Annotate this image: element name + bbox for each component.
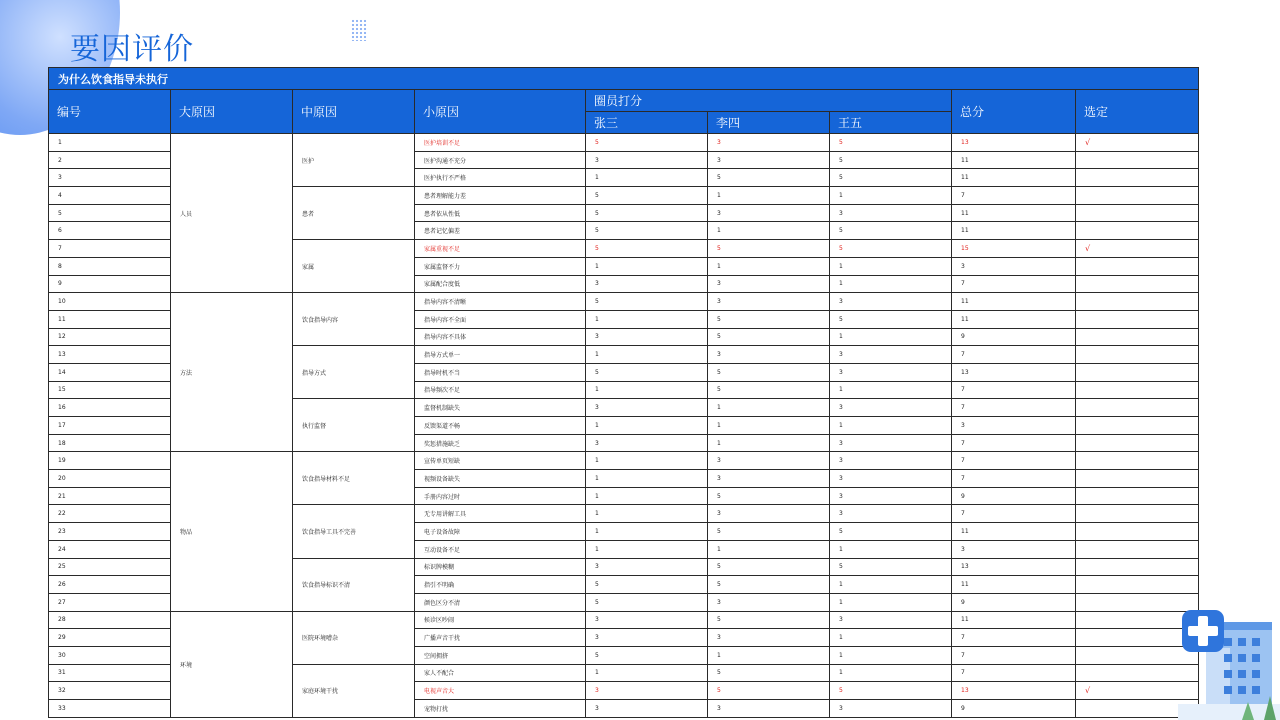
cell-selected	[1076, 310, 1199, 328]
column-header-member: 李四	[708, 112, 830, 134]
cell-score: 1	[586, 346, 708, 364]
cell-total: 3	[952, 540, 1076, 558]
cell-score: 1	[830, 646, 952, 664]
cell-score: 1	[708, 540, 830, 558]
cell-score: 5	[830, 558, 952, 576]
cell-id: 8	[49, 257, 171, 275]
cell-score: 1	[830, 664, 952, 682]
cell-score: 5	[830, 169, 952, 187]
cell-score: 1	[830, 328, 952, 346]
cell-minor-cause: 候诊区吵闹	[415, 611, 586, 629]
cell-minor-cause: 宠物打扰	[415, 700, 586, 718]
cell-total: 7	[952, 646, 1076, 664]
cell-minor-cause: 指导内容不具体	[415, 328, 586, 346]
cell-total: 7	[952, 470, 1076, 488]
cell-selected	[1076, 187, 1199, 205]
cell-score: 3	[708, 151, 830, 169]
cell-id: 18	[49, 434, 171, 452]
cell-score: 3	[708, 204, 830, 222]
cell-score: 1	[830, 187, 952, 205]
cell-total: 11	[952, 204, 1076, 222]
cell-id: 20	[49, 470, 171, 488]
page-title: 要因评价	[70, 32, 194, 67]
hospital-building-illustration	[1178, 600, 1280, 720]
cell-minor-cause: 广播声音干扰	[415, 629, 586, 647]
cell-minor-cause: 医护沟通不充分	[415, 151, 586, 169]
cell-total: 7	[952, 434, 1076, 452]
cell-total: 13	[952, 134, 1076, 152]
cell-minor-cause: 患者理解能力差	[415, 187, 586, 205]
cell-score: 1	[586, 169, 708, 187]
cell-score: 1	[586, 664, 708, 682]
cell-minor-cause: 指导时机不当	[415, 363, 586, 381]
cell-minor-cause: 反馈渠道不畅	[415, 417, 586, 435]
column-header-member: 张三	[586, 112, 708, 134]
cell-score: 1	[830, 417, 952, 435]
cell-total: 7	[952, 399, 1076, 417]
cell-selected	[1076, 328, 1199, 346]
cell-middle-cause: 饮食指导内容	[293, 293, 415, 346]
cell-score: 3	[708, 275, 830, 293]
cell-score: 5	[708, 169, 830, 187]
cell-minor-cause: 电视声音大	[415, 682, 586, 700]
cell-major-cause: 方法	[171, 293, 293, 452]
cell-total: 7	[952, 275, 1076, 293]
cell-middle-cause: 患者	[293, 187, 415, 240]
cell-score: 3	[586, 434, 708, 452]
cell-minor-cause: 家属重视不足	[415, 240, 586, 258]
cell-minor-cause: 监督机制缺失	[415, 399, 586, 417]
column-header-selected: 选定	[1076, 90, 1199, 134]
table-caption: 为什么饮食指导未执行	[49, 68, 1199, 90]
cell-score: 3	[586, 682, 708, 700]
cell-id: 15	[49, 381, 171, 399]
table-row	[49, 293, 1199, 311]
cell-minor-cause: 指引不明确	[415, 576, 586, 594]
column-header-total: 总分	[952, 90, 1076, 134]
cell-score: 3	[586, 328, 708, 346]
cell-selected: √	[1076, 134, 1199, 152]
cell-minor-cause: 颜色区分不清	[415, 593, 586, 611]
cell-selected	[1076, 523, 1199, 541]
cell-score: 1	[708, 187, 830, 205]
cell-score: 3	[830, 204, 952, 222]
cell-score: 1	[830, 275, 952, 293]
evaluation-table	[48, 67, 1199, 718]
cell-selected	[1076, 381, 1199, 399]
cell-selected	[1076, 470, 1199, 488]
cell-major-cause: 环境	[171, 611, 293, 717]
cell-total: 9	[952, 700, 1076, 718]
cell-selected	[1076, 169, 1199, 187]
dot-pattern-decoration	[351, 19, 367, 41]
cell-major-cause: 人员	[171, 134, 293, 293]
cell-score: 1	[586, 470, 708, 488]
cell-id: 6	[49, 222, 171, 240]
cell-middle-cause: 饮食指导工具不完善	[293, 505, 415, 558]
cell-minor-cause: 家属配合度低	[415, 275, 586, 293]
cell-id: 1	[49, 134, 171, 152]
table-row	[49, 134, 1199, 152]
cell-score: 3	[586, 629, 708, 647]
cell-score: 3	[830, 346, 952, 364]
cell-selected	[1076, 417, 1199, 435]
cell-minor-cause: 视频设备缺失	[415, 470, 586, 488]
column-header-middle-cause: 中原因	[293, 90, 415, 134]
cell-score: 1	[830, 257, 952, 275]
cell-selected	[1076, 363, 1199, 381]
cell-score: 1	[586, 487, 708, 505]
cell-id: 27	[49, 593, 171, 611]
cell-middle-cause: 医护	[293, 134, 415, 187]
cell-score: 5	[586, 187, 708, 205]
cell-score: 5	[830, 222, 952, 240]
cell-id: 5	[49, 204, 171, 222]
cell-minor-cause: 指导内容不清晰	[415, 293, 586, 311]
cell-score: 1	[708, 417, 830, 435]
cell-score: 3	[586, 399, 708, 417]
cell-score: 1	[708, 222, 830, 240]
cell-total: 11	[952, 310, 1076, 328]
cell-minor-cause: 患者记忆偏差	[415, 222, 586, 240]
cell-score: 5	[708, 487, 830, 505]
cell-selected	[1076, 257, 1199, 275]
cell-middle-cause: 饮食指导标识不清	[293, 558, 415, 611]
cell-score: 5	[586, 134, 708, 152]
cell-score: 1	[586, 452, 708, 470]
table-row	[49, 611, 1199, 629]
cell-score: 5	[830, 523, 952, 541]
cell-id: 11	[49, 310, 171, 328]
cell-id: 16	[49, 399, 171, 417]
cell-selected	[1076, 293, 1199, 311]
cell-score: 1	[586, 381, 708, 399]
cell-score: 5	[830, 240, 952, 258]
cell-total: 13	[952, 363, 1076, 381]
cell-score: 3	[830, 700, 952, 718]
cell-middle-cause: 指导方式	[293, 346, 415, 399]
cell-selected	[1076, 540, 1199, 558]
cell-id: 21	[49, 487, 171, 505]
cell-id: 25	[49, 558, 171, 576]
column-header-member: 王五	[830, 112, 952, 134]
column-header-major-cause: 大原因	[171, 90, 293, 134]
cell-score: 3	[708, 593, 830, 611]
cell-score: 5	[586, 593, 708, 611]
cell-score: 5	[830, 151, 952, 169]
cell-score: 3	[830, 487, 952, 505]
cell-score: 3	[830, 470, 952, 488]
cell-score: 3	[830, 399, 952, 417]
cell-score: 3	[830, 363, 952, 381]
cell-total: 7	[952, 664, 1076, 682]
cell-id: 12	[49, 328, 171, 346]
cell-score: 3	[586, 611, 708, 629]
cell-total: 13	[952, 558, 1076, 576]
cell-score: 3	[830, 293, 952, 311]
cell-minor-cause: 家人不配合	[415, 664, 586, 682]
cell-minor-cause: 奖惩措施缺乏	[415, 434, 586, 452]
header-row	[49, 90, 1199, 112]
cell-total: 7	[952, 505, 1076, 523]
cell-selected	[1076, 151, 1199, 169]
cell-minor-cause: 标识牌模糊	[415, 558, 586, 576]
table-row	[49, 452, 1199, 470]
cell-minor-cause: 宣传单页短缺	[415, 452, 586, 470]
cell-score: 1	[586, 417, 708, 435]
cell-score: 1	[586, 310, 708, 328]
cell-score: 3	[708, 293, 830, 311]
cell-middle-cause: 饮食指导材料不足	[293, 452, 415, 505]
cell-middle-cause: 家庭环境干扰	[293, 664, 415, 717]
cell-score: 3	[708, 470, 830, 488]
cell-score: 5	[586, 240, 708, 258]
cell-minor-cause: 空间拥挤	[415, 646, 586, 664]
cell-score: 1	[830, 381, 952, 399]
cell-id: 29	[49, 629, 171, 647]
cell-total: 11	[952, 523, 1076, 541]
cell-middle-cause: 执行监督	[293, 399, 415, 452]
cell-score: 3	[708, 505, 830, 523]
cell-id: 4	[49, 187, 171, 205]
cell-score: 5	[586, 204, 708, 222]
cell-score: 5	[708, 310, 830, 328]
cell-total: 13	[952, 682, 1076, 700]
cell-selected	[1076, 275, 1199, 293]
cell-total: 7	[952, 381, 1076, 399]
cell-score: 3	[708, 134, 830, 152]
cell-id: 33	[49, 700, 171, 718]
cell-id: 7	[49, 240, 171, 258]
cell-score: 5	[586, 646, 708, 664]
cell-id: 19	[49, 452, 171, 470]
cell-total: 11	[952, 169, 1076, 187]
cell-score: 5	[708, 328, 830, 346]
cell-minor-cause: 指导方式单一	[415, 346, 586, 364]
cell-total: 11	[952, 293, 1076, 311]
cell-minor-cause: 互动设备不足	[415, 540, 586, 558]
cell-score: 1	[830, 593, 952, 611]
cell-score: 1	[586, 523, 708, 541]
cell-score: 1	[830, 576, 952, 594]
cell-id: 30	[49, 646, 171, 664]
cell-id: 31	[49, 664, 171, 682]
cell-minor-cause: 医护培训不足	[415, 134, 586, 152]
cell-score: 5	[586, 363, 708, 381]
cell-total: 7	[952, 187, 1076, 205]
column-header-member-scoring: 圈员打分	[586, 90, 952, 112]
cell-score: 1	[708, 434, 830, 452]
cell-score: 3	[830, 611, 952, 629]
cell-total: 3	[952, 417, 1076, 435]
cell-selected	[1076, 576, 1199, 594]
cell-total: 7	[952, 346, 1076, 364]
cell-score: 5	[708, 523, 830, 541]
cell-score: 5	[708, 558, 830, 576]
cell-total: 3	[952, 257, 1076, 275]
cell-score: 1	[708, 399, 830, 417]
cell-score: 1	[708, 257, 830, 275]
cell-score: 5	[708, 240, 830, 258]
cell-score: 1	[708, 646, 830, 664]
cell-score: 1	[830, 629, 952, 647]
cell-score: 3	[708, 700, 830, 718]
cell-score: 5	[830, 310, 952, 328]
cell-total: 11	[952, 151, 1076, 169]
cell-selected	[1076, 399, 1199, 417]
cell-id: 13	[49, 346, 171, 364]
cell-id: 9	[49, 275, 171, 293]
cell-score: 5	[708, 363, 830, 381]
cell-total: 7	[952, 629, 1076, 647]
cell-score: 3	[708, 452, 830, 470]
cell-total: 11	[952, 576, 1076, 594]
cell-minor-cause: 手册内容过时	[415, 487, 586, 505]
cell-id: 28	[49, 611, 171, 629]
cell-selected	[1076, 558, 1199, 576]
cell-middle-cause: 医院环境嘈杂	[293, 611, 415, 664]
column-header-id: 编号	[49, 90, 171, 134]
cell-minor-cause: 电子设备故障	[415, 523, 586, 541]
cell-minor-cause: 无专用讲解工具	[415, 505, 586, 523]
cell-selected	[1076, 452, 1199, 470]
cell-total: 15	[952, 240, 1076, 258]
cell-score: 3	[586, 151, 708, 169]
cell-score: 1	[586, 257, 708, 275]
table-body	[49, 134, 1199, 718]
cell-id: 22	[49, 505, 171, 523]
cell-minor-cause: 医护执行不严格	[415, 169, 586, 187]
cell-score: 5	[830, 682, 952, 700]
cell-score: 1	[830, 540, 952, 558]
cell-id: 24	[49, 540, 171, 558]
cell-id: 2	[49, 151, 171, 169]
cell-id: 26	[49, 576, 171, 594]
evaluation-table-container	[48, 67, 1198, 716]
column-header-minor-cause: 小原因	[415, 90, 586, 134]
cell-selected	[1076, 204, 1199, 222]
cell-score: 5	[708, 611, 830, 629]
cell-minor-cause: 指导频次不足	[415, 381, 586, 399]
cell-score: 5	[708, 682, 830, 700]
cell-selected	[1076, 346, 1199, 364]
cell-score: 5	[586, 576, 708, 594]
cell-score: 1	[586, 505, 708, 523]
cell-total: 9	[952, 593, 1076, 611]
cell-id: 10	[49, 293, 171, 311]
cell-id: 3	[49, 169, 171, 187]
cell-id: 17	[49, 417, 171, 435]
cell-score: 3	[708, 629, 830, 647]
cell-score: 5	[586, 293, 708, 311]
cell-score: 3	[586, 700, 708, 718]
cell-middle-cause: 家属	[293, 240, 415, 293]
cell-score: 3	[830, 452, 952, 470]
cell-total: 7	[952, 452, 1076, 470]
cell-score: 1	[586, 540, 708, 558]
cell-minor-cause: 患者依从性低	[415, 204, 586, 222]
cell-score: 3	[830, 505, 952, 523]
cell-minor-cause: 家属监督不力	[415, 257, 586, 275]
cell-id: 23	[49, 523, 171, 541]
cell-total: 9	[952, 328, 1076, 346]
cell-id: 14	[49, 363, 171, 381]
cell-selected	[1076, 505, 1199, 523]
table-caption-row	[49, 68, 1199, 90]
cell-selected	[1076, 434, 1199, 452]
cell-major-cause: 物品	[171, 452, 293, 611]
cell-score: 3	[586, 275, 708, 293]
cell-score: 3	[586, 558, 708, 576]
cell-id: 32	[49, 682, 171, 700]
cell-score: 5	[708, 664, 830, 682]
cell-selected	[1076, 487, 1199, 505]
cell-score: 5	[708, 381, 830, 399]
cell-minor-cause: 指导内容不全面	[415, 310, 586, 328]
cell-score: 5	[586, 222, 708, 240]
cell-score: 3	[830, 434, 952, 452]
cell-score: 3	[708, 346, 830, 364]
cell-total: 11	[952, 611, 1076, 629]
cell-selected: √	[1076, 682, 1199, 700]
cell-total: 9	[952, 487, 1076, 505]
cell-total: 11	[952, 222, 1076, 240]
cell-score: 5	[708, 576, 830, 594]
cell-score: 5	[830, 134, 952, 152]
cell-selected	[1076, 222, 1199, 240]
cell-selected: √	[1076, 240, 1199, 258]
